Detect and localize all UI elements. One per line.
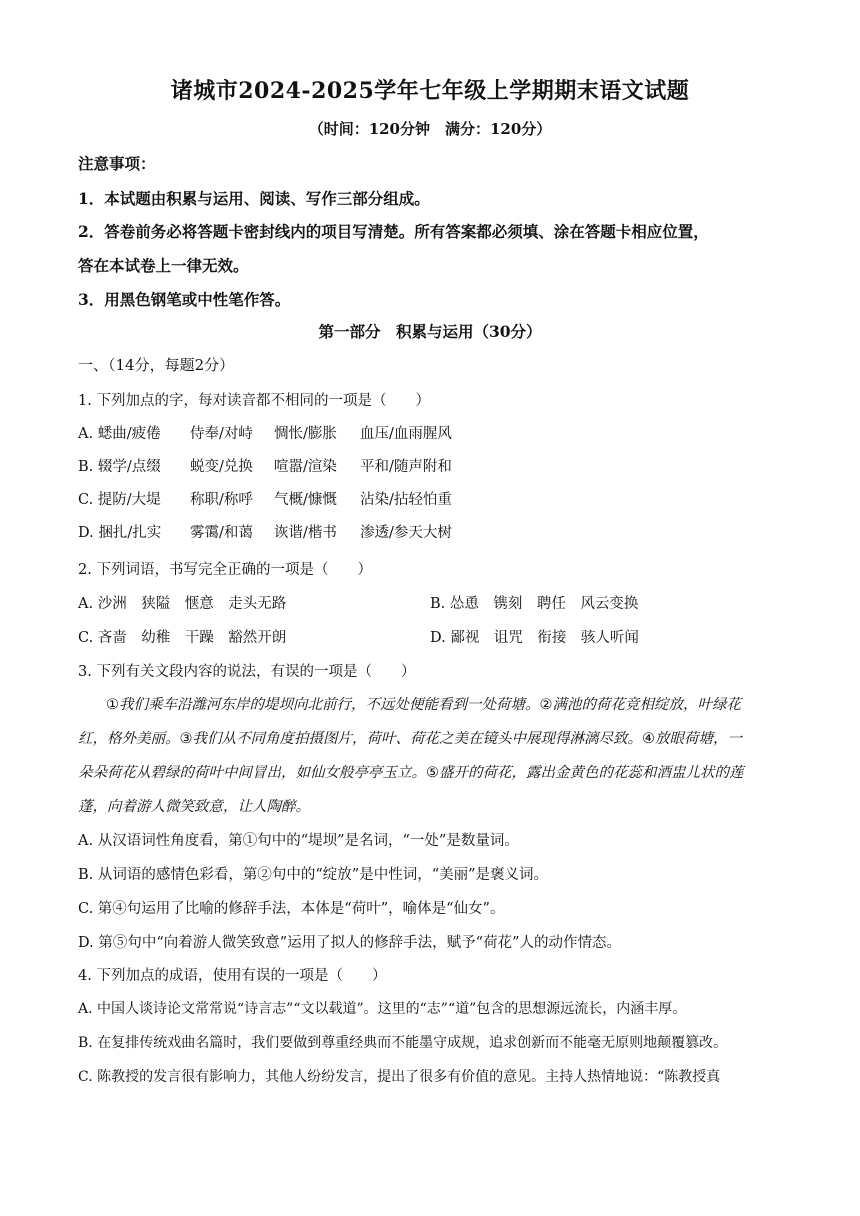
q1-b-pair-4: 平和/随声附和 xyxy=(360,459,452,475)
q1-b-pair-2: 蜕变/兑换 xyxy=(190,459,253,475)
q1-c-pair-2: 称职/称呼 xyxy=(190,492,253,508)
part1-heading: 第一部分 积累与运用（30分） xyxy=(318,322,542,341)
q3-passage-line-3: 朵朵荷花从碧绿的荷叶中间冒出，如仙女般亭亭玉立。⑤盛开的荷花，露出金黄色的花蕊和酒盅儿状的莲 xyxy=(78,765,744,781)
q1-d-pair-4: 渗透/参天大树 xyxy=(360,525,452,541)
q3-option-b[interactable]: B. 从词语的感情色彩看，第②句中的“绽放”是中性词，“美丽”是褒义词。 xyxy=(78,867,549,883)
q1-d-pair-1: D. 捆扎/扎实 xyxy=(78,525,162,541)
q1-c-pair-4: 沾染/拈轻怕重 xyxy=(360,492,452,508)
q2-option-d[interactable]: D. 鄙视 诅咒 衔接 骇人听闻 xyxy=(430,630,639,646)
q3-passage-line-4: 蓬，向着游人微笑致意，让人陶醉。 xyxy=(78,799,310,815)
exam-time-info: （时间：120分钟 满分：120分） xyxy=(308,120,552,138)
section-one-heading: 一、（14分，每题2分） xyxy=(78,356,235,374)
q3-option-c[interactable]: C. 第④句运用了比喻的修辞手法，本体是“荷叶”，喻体是“仙女”。 xyxy=(78,901,505,917)
note-item-1: 1．本试题由积累与运用、阅读、写作三部分组成。 xyxy=(78,189,430,208)
q1-option-b[interactable] xyxy=(78,455,452,476)
q3-passage-line-2: 红，格外美丽。③我们从不同角度拍摄图片，荷叶、荷花之美在镜头中展现得淋漓尽致。④放眼荷塘，一 xyxy=(78,731,742,747)
q4-option-b[interactable]: B. 在复排传统戏曲名篇时，我们要做到尊重经典而不能墨守成规，追求创新而不能毫无原则地颠覆篡改。 xyxy=(78,1035,728,1051)
note-item-2-cont: 答在本试卷上一律无效。 xyxy=(78,256,249,275)
note-item-3: 3．用黑色钢笔或中性笔作答。 xyxy=(78,290,291,309)
q1-d-pair-3: 诙谐/楷书 xyxy=(274,525,337,541)
q1-option-a[interactable] xyxy=(78,422,452,443)
q1-b-pair-1: B. 辍学/点缀 xyxy=(78,459,161,475)
question-4-stem: 4. 下列加点的成语，使用有误的一项是（ ） xyxy=(78,968,387,984)
q1-a-pair-4: 血压/血雨腥风 xyxy=(360,426,452,442)
q2-option-b[interactable]: B. 怂恿 镌刻 聘任 风云变换 xyxy=(430,596,639,612)
q1-a-pair-1: A. 蟋曲/疲倦 xyxy=(78,426,161,442)
note-item-2: 2．答卷前务必将答题卡密封线内的项目写清楚。所有答案都必须填、涂在答题卡相应位置， xyxy=(78,222,709,241)
q4-option-a[interactable]: A. 中国人谈诗论文常常说“诗言志”“文以载道”。这里的“志”“道”包含的思想源远流长，内涵丰厚。 xyxy=(78,1001,687,1017)
question-3-stem: 3. 下列有关文段内容的说法，有误的一项是（ ） xyxy=(78,664,416,680)
q1-d-pair-2: 雾霭/和蔼 xyxy=(190,525,253,541)
question-2-stem: 2. 下列词语，书写完全正确的一项是（ ） xyxy=(78,562,372,578)
page-title: 诸城市2024-2025学年七年级上学期期末语文试题 xyxy=(170,78,690,104)
q1-option-c[interactable] xyxy=(78,488,452,509)
q1-c-pair-3: 气概/慷慨 xyxy=(274,492,337,508)
q3-passage-line-1: ①我们乘车沿潍河东岸的堤坝向北前行，不远处便能看到一处荷塘。②满池的荷花竞相绽放，叶绿花 xyxy=(106,697,741,713)
q4-option-c[interactable]: C. 陈教授的发言很有影响力，其他人纷纷发言，提出了很多有价值的意见。主持人热情地说：“陈教授真 xyxy=(78,1069,721,1085)
q2-option-c[interactable]: C. 吝啬 幼稚 干躁 豁然开朗 xyxy=(78,630,287,646)
q3-option-a[interactable]: A. 从汉语词性角度看，第①句中的“堤坝”是名词，“一处”是数量词。 xyxy=(78,833,519,849)
q1-option-d[interactable] xyxy=(78,521,452,542)
q1-a-pair-3: 惆怅/膨胀 xyxy=(274,426,337,442)
q1-a-pair-2: 侍奉/对峙 xyxy=(190,426,253,442)
question-1-stem: 1. 下列加点的字，每对读音都不相同的一项是（ ） xyxy=(78,393,430,409)
q1-c-pair-1: C. 提防/大堤 xyxy=(78,492,161,508)
q1-b-pair-3: 喧嚣/渲染 xyxy=(274,459,337,475)
q3-option-d[interactable]: D. 第⑤句中“向着游人微笑致意”运用了拟人的修辞手法，赋予“荷花”人的动作情态。 xyxy=(78,935,621,951)
notes-heading: 注意事项： xyxy=(78,154,156,173)
q2-option-a[interactable]: A. 沙洲 狭隘 惬意 走头无路 xyxy=(78,596,287,612)
